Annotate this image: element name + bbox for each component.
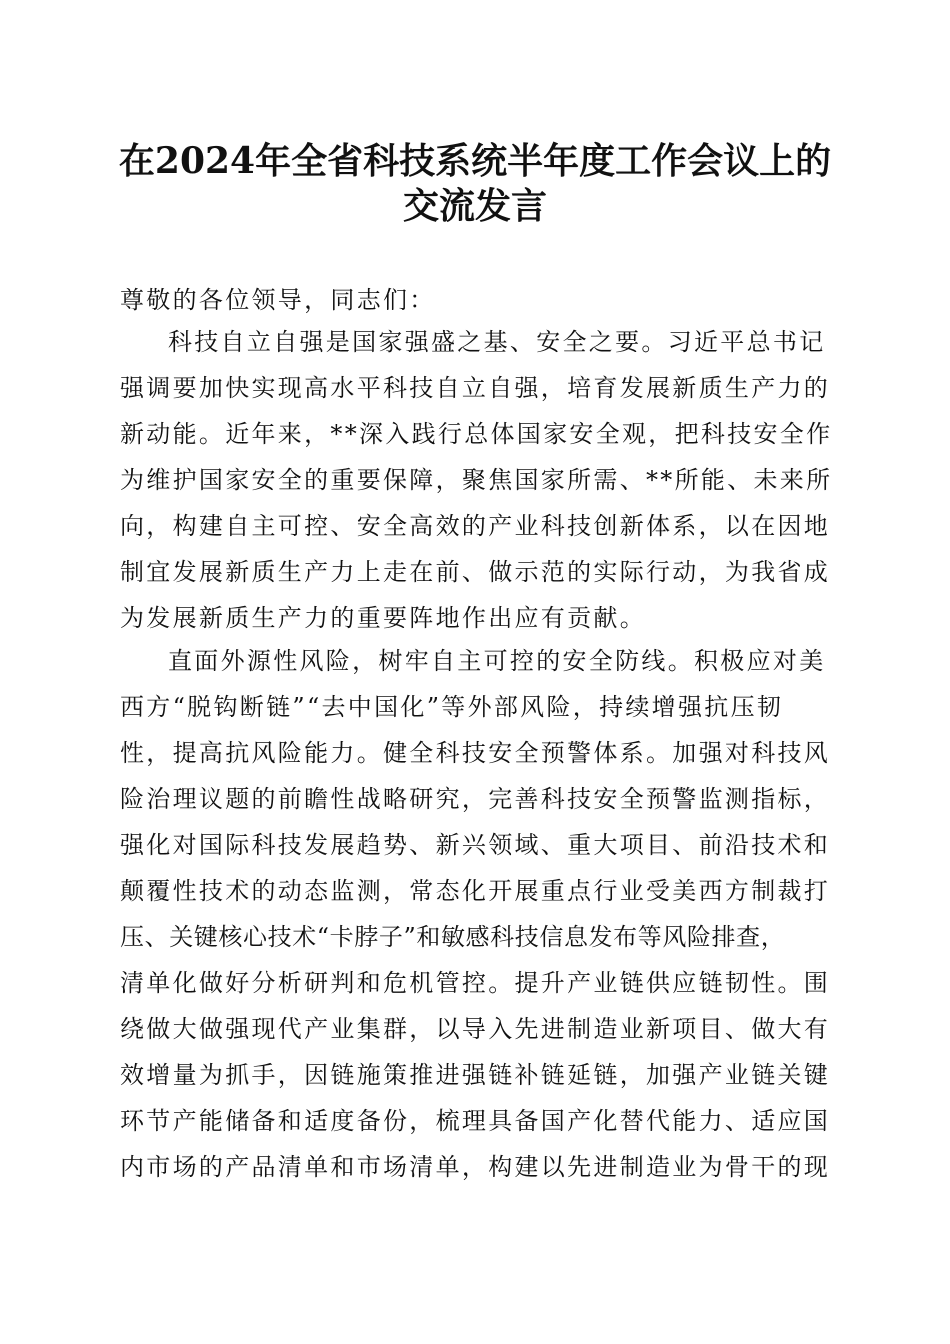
paragraph-2-line: 清单化做好分析研判和危机管控。提升产业链供应链韧性。围 [120, 969, 831, 997]
paragraph-2-line: 绕做大做强现代产业集群，以导入先进制造业新项目、做大有 [120, 1015, 831, 1043]
paragraph-1-line: 新动能。近年来，**深入践行总体国家安全观，把科技安全作 [120, 420, 833, 448]
paragraph-2-line: 压、关键核心技术“卡脖子”和敏感科技信息发布等风险排查， [120, 923, 786, 951]
paragraph-2-line: 颠覆性技术的动态监测，常态化开展重点行业受美西方制裁打 [120, 877, 831, 905]
paragraph-1-line: 制宜发展新质生产力上走在前、做示范的实际行动，为我省成 [120, 558, 831, 586]
salutation: 尊敬的各位领导，同志们： [120, 286, 436, 314]
paragraph-2-line: 效增量为抓手，因链施策推进强链补链延链，加强产业链关键 [120, 1061, 831, 1089]
paragraph-1-line: 为维护国家安全的重要保障，聚焦国家所需、**所能、未来所 [120, 466, 833, 494]
paragraph-1-line: 强调要加快实现高水平科技自立自强，培育发展新质生产力的 [120, 374, 831, 402]
paragraph-2-line: 强化对国际科技发展趋势、新兴领域、重大项目、前沿技术和 [120, 831, 831, 859]
paragraph-2-line: 险治理议题的前瞻性战略研究，完善科技安全预警监测指标， [120, 785, 831, 813]
paragraph-1-line: 为发展新质生产力的重要阵地作出应有贡献。 [120, 604, 646, 632]
paragraph-2-line: 内市场的产品清单和市场清单，构建以先进制造业为骨干的现 [120, 1153, 831, 1181]
paragraph-2-line: 西方“脱钩断链”“去中国化”等外部风险，持续增强抗压韧 [120, 693, 784, 721]
paragraph-2-line: 性，提高抗风险能力。健全科技安全预警体系。加强对科技风 [120, 739, 831, 767]
paragraph-1-line: 向，构建自主可控、安全高效的产业科技创新体系，以在因地 [120, 512, 831, 540]
paragraph-2-line: 环节产能储备和适度备份，梳理具备国产化替代能力、适应国 [120, 1107, 831, 1135]
paragraph-1-line: 科技自立自强是国家强盛之基、安全之要。习近平总书记 [168, 328, 826, 356]
title-line-1: 在2024年全省科技系统半年度工作会议上的 [118, 140, 832, 182]
paragraph-2-line: 直面外源性风险，树牢自主可控的安全防线。积极应对美 [168, 647, 826, 675]
title-line-2: 交流发言 [402, 185, 547, 227]
